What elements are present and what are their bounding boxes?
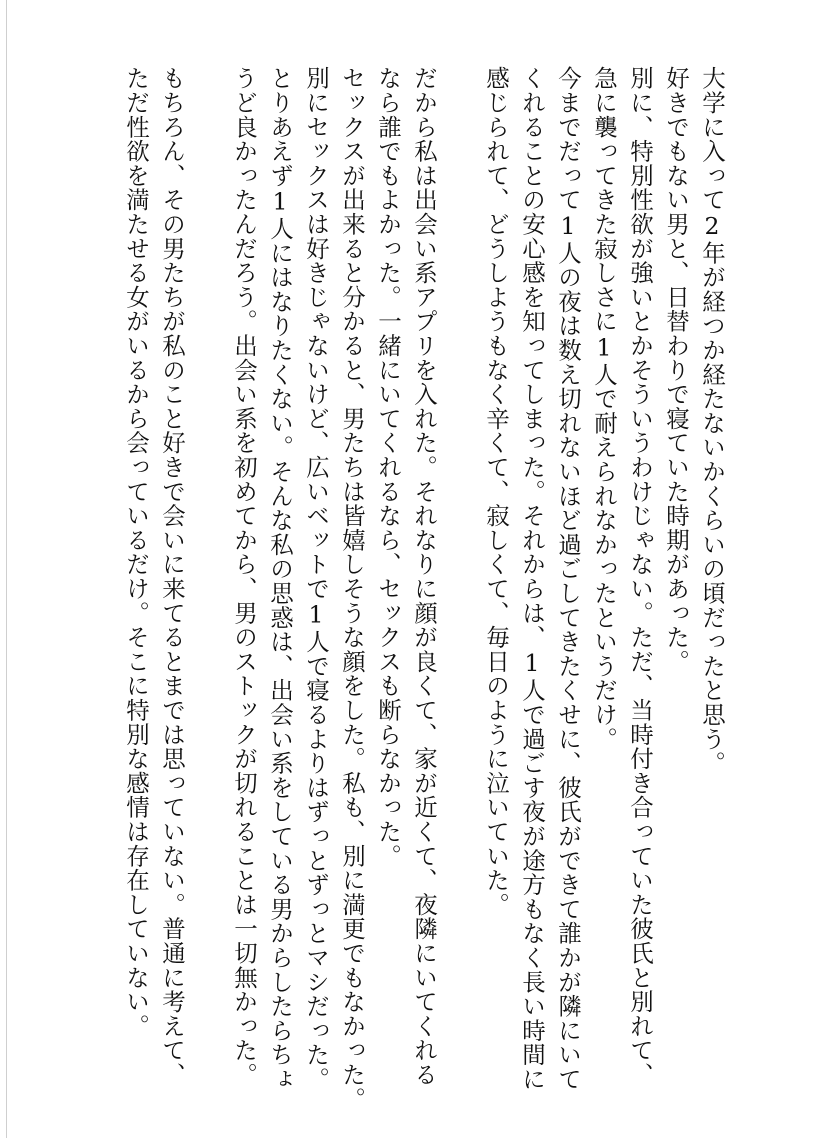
text-line: 好きでもない男と、日替わりで寝ていた時期があった。 (662, 66, 690, 674)
text-line: 大学に入って2年が経つか経たないかくらいの頃だったと思う。 (698, 66, 726, 776)
text-line: 別に、特別性欲が強いとかそういうわけじゃない。ただ、当時付き合っていた彼氏と別れて、 (626, 66, 654, 1087)
paragraph-gap (442, 66, 478, 1076)
text-line: 感じられて、どうしようもなく辛くて、寂しくて、毎日のように泣いていた。 (482, 66, 510, 917)
text-line: ただ性欲を満たせる女がいるから会っているだけ。そこに特別な感情は存在していない。 (122, 66, 150, 1038)
text-line: もちろん、その男たちが私のこと好きで会いに来てるとまでは思っていない。普通に考えて、 (158, 66, 186, 1087)
text-line: 別にセックスは好きじゃないけど、広いベットで1人で寝るよりはずっとずっとマシだった。 (302, 66, 330, 1092)
text-line: くれることの安心感を知ってしまった。それからは、1人で過ごす夜が途方もなく長い時間に (518, 66, 546, 1092)
text-line: なら誰でもよかった。一緒にいてくれるなら、セックスも断らなかった。 (374, 66, 402, 868)
text-line: 今までだって1人の夜は数え切れないほど過ごしてきたくせに、彼氏ができて誰かが隣にいて (554, 66, 582, 1092)
text-line: 急に襲ってきた寂しさに1人で耐えられなかったというだけ。 (590, 66, 618, 751)
paragraph-gap (190, 66, 226, 1076)
text-line: だから私は出会い系アプリを入れた。それなりに顔が良くて、家が近くて、夜隣にいてくれる (410, 66, 438, 1087)
text-line: とりあえず1人にはなりたくない。そんな私の思惑は、出会い系をしている男からしたらちょ (266, 66, 294, 1092)
vertical-text-body (118, 66, 730, 1111)
page-edge-divider (6, 0, 7, 1138)
text-line: うど良かったんだろう。出会い系を初めてから、男のストックが切れることは一切無かった。 (230, 66, 258, 1087)
text-line: セックスが出来ると分かると、男たちは皆嬉しそうな顔をした。私も、別に満更でもなかった。 (338, 66, 366, 1111)
